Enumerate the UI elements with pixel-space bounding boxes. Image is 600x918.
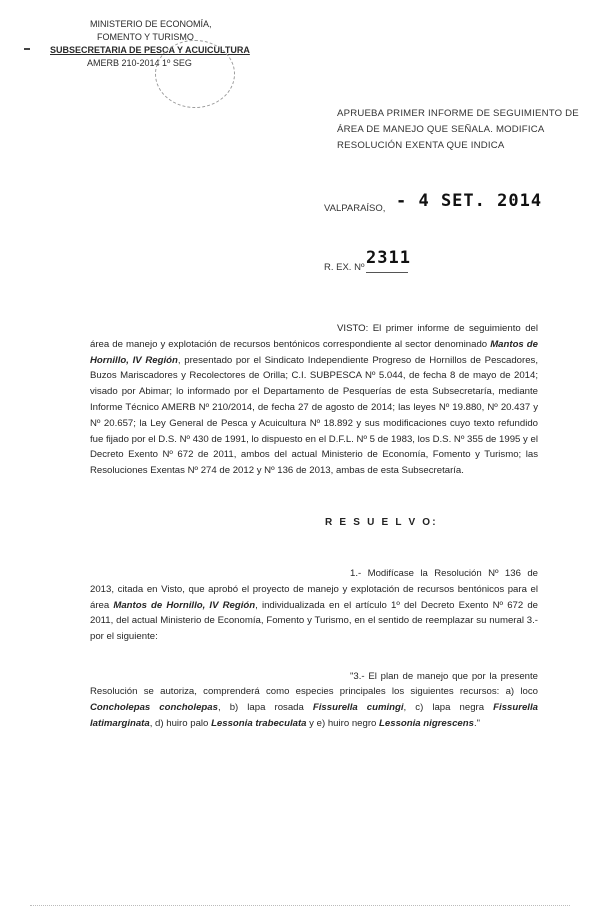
item1-intro: 1.- Modifícase la Resolución Nº 136 de 2013, citada en Visto, que aprobó el proyecto de manejo y explotación de recursos bentónicos para el área — [90, 568, 538, 611]
title-line1: APRUEBA PRIMER INFORME DE SEGUIMIENTO DE — [337, 108, 579, 119]
resolution-label: R. EX. Nº — [324, 262, 365, 273]
title-line2: ÁREA DE MANEJO QUE SEÑALA. MODIFICA — [337, 124, 545, 135]
species-3: Fissurella latimarginata — [90, 702, 538, 729]
header-amerb-ref: AMERB 210-2014 1º SEG — [87, 58, 192, 68]
visto-intro: VISTO: El primer informe de seguimiento del área de manejo y explotación de recursos bentónicos correspondiente al sector denominado — [90, 323, 538, 350]
species-2: Fissurella cumingi — [312, 702, 404, 714]
resolution-number: 2311 — [366, 248, 411, 268]
resolution-underline — [366, 272, 408, 273]
item-3-quote — [90, 659, 538, 741]
item-1-paragraph — [90, 566, 538, 645]
item3-t5: ." — [473, 717, 481, 729]
official-stamp — [155, 40, 235, 108]
item3-intro: "3.- El plan de manejo que por la presente Resolución se autoriza, comprenderá como especies principales los siguientes recursos: a) loco — [90, 670, 538, 698]
header-ministry: MINISTERIO DE ECONOMÍA, — [90, 19, 212, 29]
visto-paragraph — [90, 321, 538, 479]
header-subsecretaria: SUBSECRETARIA DE PESCA Y ACUICULTURA — [50, 45, 250, 55]
date-stamp: - 4 SET. 2014 — [396, 191, 543, 211]
item3-t4: y e) huiro negro — [306, 717, 380, 729]
item1-sector: Mantos de Hornillo, IV Región — [113, 599, 256, 611]
resuelvo-heading: R E S U E L V O: — [325, 517, 438, 528]
item3-t3: , d) huiro palo — [149, 717, 212, 729]
item3-t2: , c) lapa negra — [403, 702, 494, 714]
header-fomento: FOMENTO Y TURISMO — [97, 32, 194, 42]
margin-mark — [24, 48, 30, 50]
title-line3: RESOLUCIÓN EXENTA QUE INDICA — [337, 140, 505, 151]
page-footer-rule — [30, 905, 570, 906]
species-4: Lessonia trabeculata — [211, 717, 307, 729]
item3-t1: , b) lapa rosada — [217, 702, 313, 714]
item1-rest: , individualizada en el artículo 1º del Decreto Exento Nº 672 de 2011, del actual Ministerio de Economía, Fomento y Turismo, en el sentido de reemplazar su numeral 3.- por el siguiente: — [90, 599, 539, 643]
visto-sector: Mantos de Hornillo, IV Región — [90, 338, 538, 366]
visto-rest: , presentado por el Sindicato Independiente Progreso de Hornillos de Pescadores, Buzos Mariscadores y Recolectores de Orilla; C.I. SUBPESCA Nº 5.044, de fecha 8 de mayo de 2014; visado por Abimar; lo informado por el Departamento de Pesquerías de esta Subsecretaría, mediante Informe Técnico AMERB Nº 210/2014, de fecha 27 de agosto de 2014; las leyes Nº 19.880, Nº 20.437 y Nº 20.657; la Ley General de Pesca y Acuicultura Nº 18.892 y sus modificaciones cuyo texto refundido fue fijado por el D.S. Nº 430 de 1991, lo dispuesto en el D.F.L. Nº 5 de 1983, los D.S. Nº 355 de 1995 y el Decreto Exento Nº 672 de 2011, ambos del actual Ministerio de Economía, Fomento y Turismo; las Resoluciones Exentas Nº 274 de 2012 y Nº 136 de 2013, ambas de esta Subsecretaría. — [90, 354, 538, 477]
place-label: VALPARAÍSO, — [324, 203, 386, 214]
species-5: Lessonia nigrescens — [379, 717, 474, 729]
species-1: Concholepas concholepas — [90, 702, 218, 714]
